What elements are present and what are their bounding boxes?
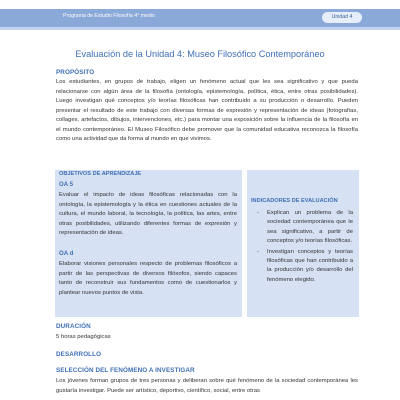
duracion-text: 5 horas pedagógicas bbox=[56, 334, 111, 340]
proposito-heading: PROPÓSITO bbox=[56, 69, 95, 76]
seleccion-heading: SELECCIÓN DEL FENÓMENO A INVESTIGAR bbox=[56, 367, 195, 374]
desarrollo-heading: DESARROLLO bbox=[56, 351, 102, 358]
duracion-heading: DURACIÓN bbox=[56, 323, 91, 330]
list-item: - Explican un problema de la sociedad contemporánea que le sea significativo, a partir de conceptos y/o teorías filosóficas. bbox=[257, 210, 353, 245]
indicadores-list bbox=[257, 209, 353, 286]
list-item: - Investigan conceptos y teorías filosóficas que han contribuido a la producción y/o desarrollo del fenómeno elegido. bbox=[257, 248, 353, 283]
unit-badge: Unidad 4 bbox=[322, 12, 362, 23]
program-label: Programa de Estudio Filosofía 4° medio bbox=[63, 13, 155, 19]
header-band-accent bbox=[0, 27, 400, 30]
page-title: Evaluación de la Unidad 4: Museo Filosófico Contemporáneo bbox=[75, 49, 325, 59]
seleccion-text: Los jóvenes forman grupos de tres personas y deliberan sobre qué fenómeno de la sociedad contemporánea les gustaría investigar. Puede ser artístico, deportivo, científico, social, entre otras bbox=[56, 378, 358, 394]
proposito-text: Los estudiantes, en grupos de trabajo, eligen un fenómeno actual que les sea significativo y que pueda relacionarse con algún área de la filosofía (ontología, epistemología, política, ética, entre otras posibilidades). Luego investigan qué conceptos y/o teorías filosóficas han contribuido a su producción o desarrollo. Pueden presentar el resultado de este trabajo con diversas formas de expresión y representación de ideas (fotografías, collages, artefactos, dibujos, intervenciones, etc.) para montar una exposición sobre la influencia de la filosofía en el mundo contemporáneo. El Museo Filosófico debe promover que la comunidad educativa reconozca la filosofía como una actividad que da forma al mundo en que vivimos. bbox=[56, 79, 358, 142]
objetivos-heading: OBJETIVOS DE APRENDIZAJE bbox=[59, 171, 142, 177]
oa5-text: Evaluar el impacto de ideas filosóficas relacionadas con la ontología, la epistemología y la ética en cuestiones actuales de la cultura, el mundo laboral, la tecnología, la política, las artes, entre otras posibilidades, utilizando diferentes formas de expresión y representación de ideas. bbox=[59, 192, 237, 237]
indicadores-heading: INDICADORES DE EVALUACIÓN bbox=[251, 198, 338, 204]
oad-text: Elaborar visiones personales respecto de problemas filosóficos a partir de las perspectivas de diversos filósofos, siendo capaces tanto de reconstruir sus fundamentos como de cuestionarlos y plantear nuevos puntos de vista. bbox=[59, 261, 237, 296]
objetivos-box bbox=[55, 170, 242, 317]
oa5-code: OA 5 bbox=[59, 181, 73, 188]
indicadores-box bbox=[247, 170, 359, 317]
oad-code: OA d bbox=[59, 250, 74, 257]
